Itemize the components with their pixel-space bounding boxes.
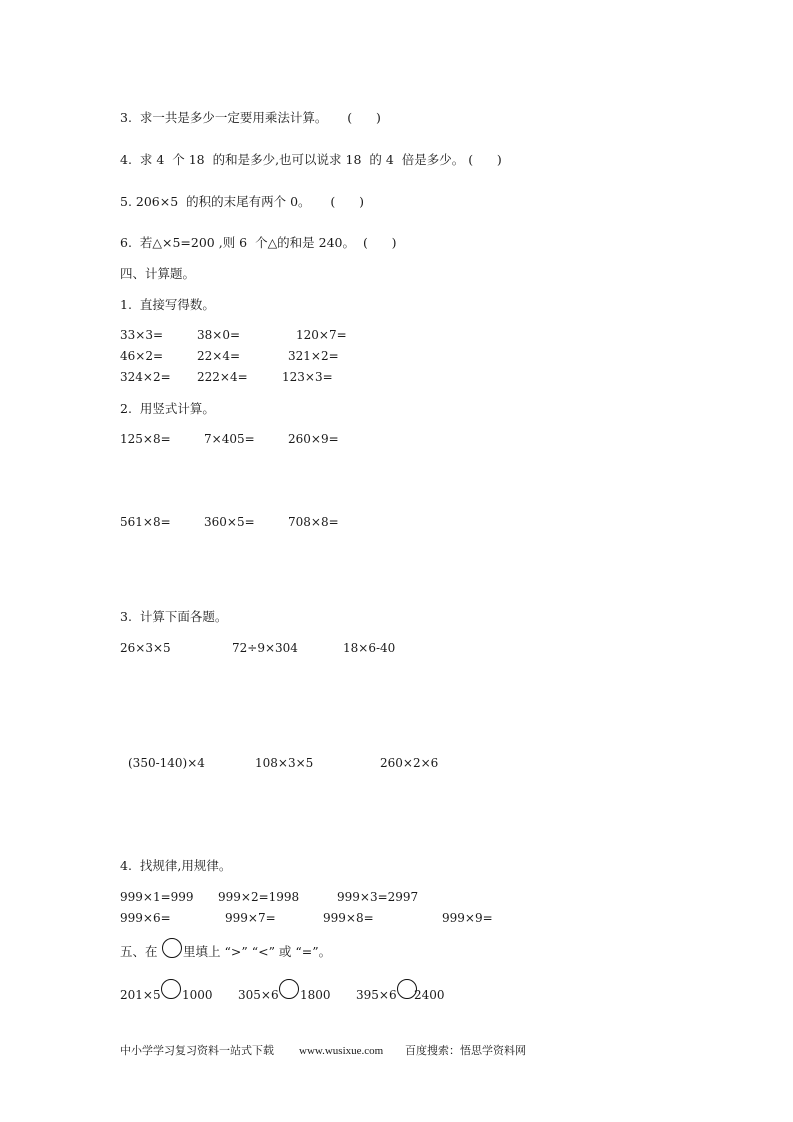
judge-q6: 6. 若△×5=200 ,则 6 个△的和是 240。 ( ): [120, 235, 397, 250]
compare-1-circle[interactable]: [161, 979, 181, 999]
part3-r1-c1: 26×3×5: [120, 641, 171, 655]
part4-r1-c2: 999×2=1998: [218, 890, 300, 904]
part1-r2-c1: 46×2=: [120, 349, 164, 363]
part1-r1-c2: 38×0=: [197, 328, 241, 342]
part1-title: 1. 直接写得数。: [120, 297, 215, 312]
part3-r1-c2: 72÷9×304: [232, 641, 298, 655]
footer-site-link[interactable]: www.wusixue.com: [299, 1045, 384, 1057]
compare-circle-icon: [162, 938, 182, 958]
part2-r2-c2: 360×5=: [204, 515, 255, 529]
part1-r1-c3: 120×7=: [296, 328, 347, 342]
part1-r1-c1: 33×3=: [120, 328, 164, 342]
part3-r2-c3: 260×2×6: [380, 756, 439, 770]
part4-r1-c1: 999×1=999: [120, 890, 194, 904]
compare-3-left: 395×6: [356, 988, 397, 1002]
part1-r2-c2: 22×4=: [197, 349, 241, 363]
part1-r2-c3: 321×2=: [288, 349, 339, 363]
compare-2-circle[interactable]: [279, 979, 299, 999]
part1-r3-c3: 123×3=: [282, 370, 333, 384]
part1-r3-c1: 324×2=: [120, 370, 171, 384]
compare-1-left: 201×5: [120, 988, 161, 1002]
part2-r1-c3: 260×9=: [288, 432, 339, 446]
part4-r2-c1: 999×6=: [120, 911, 171, 925]
judge-q4: 4. 求 4 个 18 的和是多少,也可以说求 18 的 4 倍是多少。 ( ): [120, 152, 502, 167]
part2-r2-c3: 708×8=: [288, 515, 339, 529]
part2-r1-c1: 125×8=: [120, 432, 171, 446]
part4-title: 4. 找规律,用规律。: [120, 858, 232, 873]
part2-title: 2. 用竖式计算。: [120, 401, 215, 416]
compare-2-left: 305×6: [238, 988, 279, 1002]
part3-r2-c1: (350-140)×4: [128, 756, 205, 770]
section5-heading-pre: 五、在: [120, 944, 158, 959]
footer-text2: 百度搜索：悟思学资料网: [405, 1044, 526, 1057]
part2-r1-c2: 7×405=: [204, 432, 255, 446]
part4-r2-c2: 999×7=: [225, 911, 276, 925]
part4-r2-c4: 999×9=: [442, 911, 493, 925]
part2-r2-c1: 561×8=: [120, 515, 171, 529]
part1-r3-c2: 222×4=: [197, 370, 248, 384]
part3-title: 3. 计算下面各题。: [120, 609, 228, 624]
part4-r1-c3: 999×3=2997: [337, 890, 419, 904]
footer-text1: 中小学学习复习资料一站式下载: [120, 1044, 274, 1057]
compare-3-right: 2400: [414, 988, 445, 1002]
section4-heading: 四、计算题。: [120, 266, 196, 281]
section5-heading-post: 里填上 “>” “<” 或 “=”。: [183, 944, 332, 959]
judge-q3: 3. 求一共是多少一定要用乘法计算。 ( ): [120, 110, 381, 125]
part4-r2-c3: 999×8=: [323, 911, 374, 925]
part3-r1-c3: 18×6-40: [343, 641, 396, 655]
part3-r2-c2: 108×3×5: [255, 756, 314, 770]
compare-1-right: 1000: [182, 988, 213, 1002]
judge-q5: 5. 206×5 的积的末尾有两个 0。 ( ): [120, 194, 365, 209]
compare-2-right: 1800: [300, 988, 331, 1002]
